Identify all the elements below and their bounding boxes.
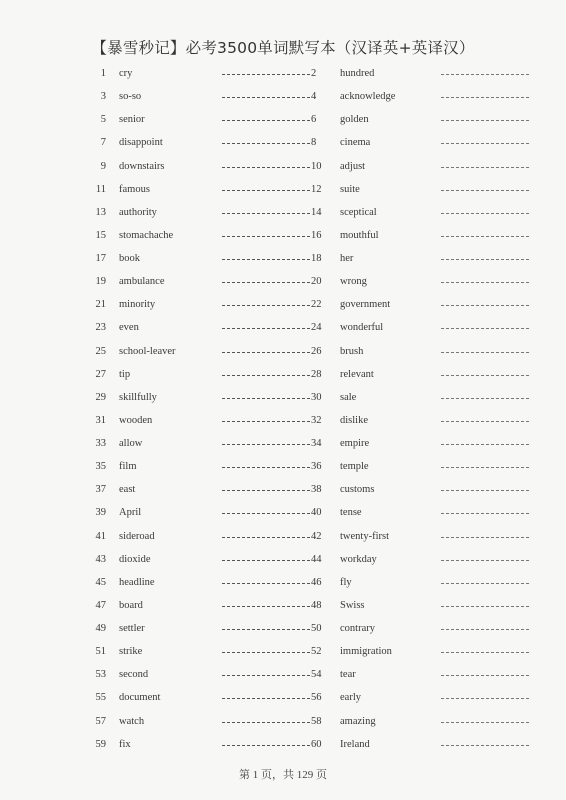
right-item-number: 18 (311, 253, 322, 264)
left-answer-line (222, 421, 310, 422)
right-item-number: 50 (311, 623, 322, 634)
word-row (0, 734, 566, 757)
left-item-number: 55 (95, 692, 106, 704)
left-item-word: skillfully (119, 391, 157, 403)
left-item-number: 45 (95, 576, 106, 588)
right-item-number: 46 (311, 576, 322, 588)
right-item-word: government (340, 299, 391, 311)
right-item-number: 2 (311, 68, 317, 79)
right-item-number: 34 (311, 438, 322, 449)
right-answer-line (441, 606, 529, 607)
right-item-number: 8 (311, 137, 317, 149)
right-answer-line (441, 120, 529, 121)
left-answer-line (222, 490, 310, 491)
right-item-word: workday (340, 553, 377, 565)
left-answer-line (222, 652, 310, 653)
left-answer-line (222, 97, 310, 98)
right-item-number: 58 (311, 715, 322, 727)
left-item-word: stomachache (119, 229, 174, 241)
left-item-word: tip (119, 368, 131, 380)
right-answer-line (441, 583, 529, 584)
right-answer-line (441, 722, 529, 723)
right-answer-line (441, 213, 529, 214)
left-answer-line (222, 675, 310, 676)
word-row (0, 687, 566, 710)
left-item-number: 11 (95, 183, 106, 195)
right-item-number: 40 (311, 507, 322, 519)
right-item-number: 54 (311, 669, 322, 681)
right-item-word: empire (340, 438, 370, 449)
right-answer-line (441, 675, 529, 676)
left-item-word: book (119, 253, 140, 264)
right-answer-line (441, 167, 529, 168)
right-answer-line (441, 352, 529, 353)
right-answer-line (441, 190, 529, 191)
left-item-number: 31 (95, 414, 106, 426)
right-item-word: amazing (340, 715, 376, 727)
right-answer-line (441, 375, 529, 376)
right-answer-line (441, 467, 529, 468)
right-item-word: fly (340, 576, 352, 588)
right-item-number: 12 (311, 183, 322, 195)
left-item-word: second (119, 669, 149, 681)
left-item-number: 9 (100, 160, 106, 172)
right-item-word: twenty-first (340, 530, 389, 542)
left-item-word: disappoint (119, 137, 163, 149)
right-answer-line (441, 328, 529, 329)
left-item-number: 15 (95, 229, 106, 241)
left-item-number: 57 (95, 715, 106, 727)
right-answer-line (441, 629, 529, 630)
left-item-number: 43 (95, 553, 106, 565)
left-answer-line (222, 398, 310, 399)
right-item-word: brush (340, 345, 364, 357)
left-item-number: 1 (100, 68, 106, 79)
word-row (0, 664, 566, 687)
right-item-word: tense (340, 507, 362, 519)
right-item-number: 14 (311, 206, 322, 218)
right-item-word: mouthful (340, 229, 379, 241)
left-answer-line (222, 375, 310, 376)
right-item-number: 22 (311, 299, 322, 311)
right-item-number: 44 (311, 553, 322, 565)
left-answer-line (222, 698, 310, 699)
word-row (0, 456, 566, 479)
word-row (0, 294, 566, 317)
left-item-number: 21 (95, 299, 106, 311)
left-answer-line (222, 352, 310, 353)
right-item-word: Ireland (340, 738, 370, 750)
word-row (0, 179, 566, 202)
left-answer-line (222, 236, 310, 237)
word-row (0, 364, 566, 387)
left-item-number: 49 (95, 623, 106, 634)
left-answer-line (222, 120, 310, 121)
right-item-word: contrary (340, 623, 375, 634)
word-row (0, 156, 566, 179)
left-answer-line (222, 745, 310, 746)
left-item-word: headline (119, 576, 155, 588)
right-answer-line (441, 537, 529, 538)
right-item-number: 52 (311, 646, 322, 658)
right-item-number: 24 (311, 322, 322, 334)
left-item-word: wooden (119, 414, 153, 426)
left-answer-line (222, 190, 310, 191)
right-item-word: tear (340, 669, 356, 681)
left-item-number: 25 (95, 345, 106, 357)
left-item-word: even (119, 322, 139, 334)
left-answer-line (222, 328, 310, 329)
left-answer-line (222, 444, 310, 445)
right-item-word: sale (340, 391, 357, 403)
right-item-word: customs (340, 484, 375, 496)
right-item-number: 4 (311, 91, 317, 103)
left-item-number: 37 (95, 484, 106, 496)
left-item-word: downstairs (119, 160, 165, 172)
right-answer-line (441, 698, 529, 699)
right-answer-line (441, 421, 529, 422)
word-row (0, 433, 566, 456)
left-item-word: dioxide (119, 553, 151, 565)
left-item-number: 17 (95, 253, 106, 264)
left-answer-line (222, 213, 310, 214)
left-item-word: cry (119, 68, 133, 79)
right-item-word: hundred (340, 68, 375, 79)
word-row (0, 341, 566, 364)
right-answer-line (441, 444, 529, 445)
left-answer-line (222, 722, 310, 723)
word-row (0, 641, 566, 664)
right-answer-line (441, 259, 529, 260)
left-item-word: famous (119, 183, 150, 195)
left-item-word: authority (119, 206, 157, 218)
right-item-number: 10 (311, 160, 322, 172)
right-item-word: suite (340, 183, 360, 195)
left-item-word: fix (119, 738, 131, 750)
right-item-word: wrong (340, 276, 367, 288)
left-item-number: 47 (95, 599, 106, 611)
right-answer-line (441, 74, 529, 75)
word-row (0, 271, 566, 294)
left-item-number: 33 (95, 438, 106, 449)
right-item-number: 60 (311, 738, 322, 750)
word-row (0, 711, 566, 734)
word-row (0, 595, 566, 618)
word-row (0, 202, 566, 225)
left-item-number: 5 (100, 114, 106, 126)
left-answer-line (222, 560, 310, 561)
left-answer-line (222, 143, 310, 144)
right-answer-line (441, 143, 529, 144)
word-row (0, 248, 566, 271)
right-item-word: her (340, 253, 354, 264)
left-item-number: 29 (95, 391, 106, 403)
right-answer-line (441, 652, 529, 653)
right-item-number: 6 (311, 114, 317, 126)
left-item-number: 27 (95, 368, 106, 380)
left-item-word: April (119, 507, 142, 519)
left-answer-line (222, 583, 310, 584)
word-row (0, 549, 566, 572)
word-row (0, 502, 566, 525)
word-row (0, 63, 566, 86)
page-title: 【暴雪秒记】必考3500单词默写本（汉译英+英译汉） (91, 39, 475, 57)
right-item-word: dislike (340, 414, 368, 426)
left-item-word: senior (119, 114, 145, 126)
left-answer-line (222, 513, 310, 514)
left-item-number: 35 (95, 461, 106, 473)
right-item-number: 16 (311, 229, 322, 241)
right-item-number: 42 (311, 530, 322, 542)
right-item-number: 56 (311, 692, 322, 704)
left-item-word: strike (119, 646, 143, 658)
word-row (0, 618, 566, 641)
left-item-word: ambulance (119, 276, 165, 288)
left-answer-line (222, 629, 310, 630)
right-item-number: 28 (311, 368, 322, 380)
right-item-word: wonderful (340, 322, 384, 334)
word-row (0, 387, 566, 410)
left-answer-line (222, 259, 310, 260)
left-item-word: settler (119, 623, 145, 634)
right-item-word: early (340, 692, 361, 704)
left-item-word: film (119, 461, 137, 473)
left-item-word: sideroad (119, 530, 155, 542)
word-row (0, 225, 566, 248)
left-item-word: so-so (119, 91, 142, 103)
left-item-word: watch (119, 715, 145, 727)
left-item-number: 19 (95, 276, 106, 288)
right-item-word: relevant (340, 368, 374, 380)
right-answer-line (441, 305, 529, 306)
left-answer-line (222, 74, 310, 75)
right-item-word: sceptical (340, 206, 377, 218)
right-item-number: 20 (311, 276, 322, 288)
right-item-word: Swiss (340, 599, 365, 611)
word-row (0, 572, 566, 595)
right-item-number: 32 (311, 414, 322, 426)
left-answer-line (222, 305, 310, 306)
left-item-number: 13 (95, 206, 106, 218)
right-item-number: 36 (311, 461, 322, 473)
left-item-word: minority (119, 299, 156, 311)
left-item-number: 41 (95, 530, 106, 542)
left-item-word: east (119, 484, 136, 496)
word-row (0, 410, 566, 433)
left-item-number: 53 (95, 669, 106, 681)
right-answer-line (441, 560, 529, 561)
left-answer-line (222, 537, 310, 538)
left-item-number: 59 (95, 738, 106, 750)
left-answer-line (222, 282, 310, 283)
right-item-number: 30 (311, 391, 322, 403)
right-item-word: adjust (340, 160, 366, 172)
word-row (0, 479, 566, 502)
right-item-number: 26 (311, 345, 322, 357)
right-item-word: cinema (340, 137, 371, 149)
left-item-word: allow (119, 438, 143, 449)
left-item-number: 3 (100, 91, 106, 103)
left-item-number: 23 (95, 322, 106, 334)
right-answer-line (441, 513, 529, 514)
left-answer-line (222, 167, 310, 168)
right-item-word: golden (340, 114, 369, 126)
left-answer-line (222, 606, 310, 607)
word-row (0, 86, 566, 109)
left-item-number: 7 (100, 137, 106, 149)
word-row (0, 317, 566, 340)
left-item-word: document (119, 692, 161, 704)
right-answer-line (441, 282, 529, 283)
right-item-number: 38 (311, 484, 322, 496)
right-answer-line (441, 236, 529, 237)
left-item-word: board (119, 599, 143, 611)
right-item-word: temple (340, 461, 369, 473)
left-answer-line (222, 467, 310, 468)
word-row (0, 526, 566, 549)
left-item-number: 51 (95, 646, 106, 658)
right-item-word: acknowledge (340, 91, 396, 103)
word-row (0, 109, 566, 132)
right-answer-line (441, 490, 529, 491)
word-row (0, 132, 566, 155)
word-list (0, 63, 566, 757)
page-footer: 第 1 页，共 129 页 (239, 769, 327, 781)
right-answer-line (441, 745, 529, 746)
left-item-number: 39 (95, 507, 106, 519)
left-item-word: school-leaver (119, 345, 176, 357)
right-item-number: 48 (311, 599, 322, 611)
right-answer-line (441, 398, 529, 399)
right-answer-line (441, 97, 529, 98)
right-item-word: immigration (340, 646, 392, 658)
